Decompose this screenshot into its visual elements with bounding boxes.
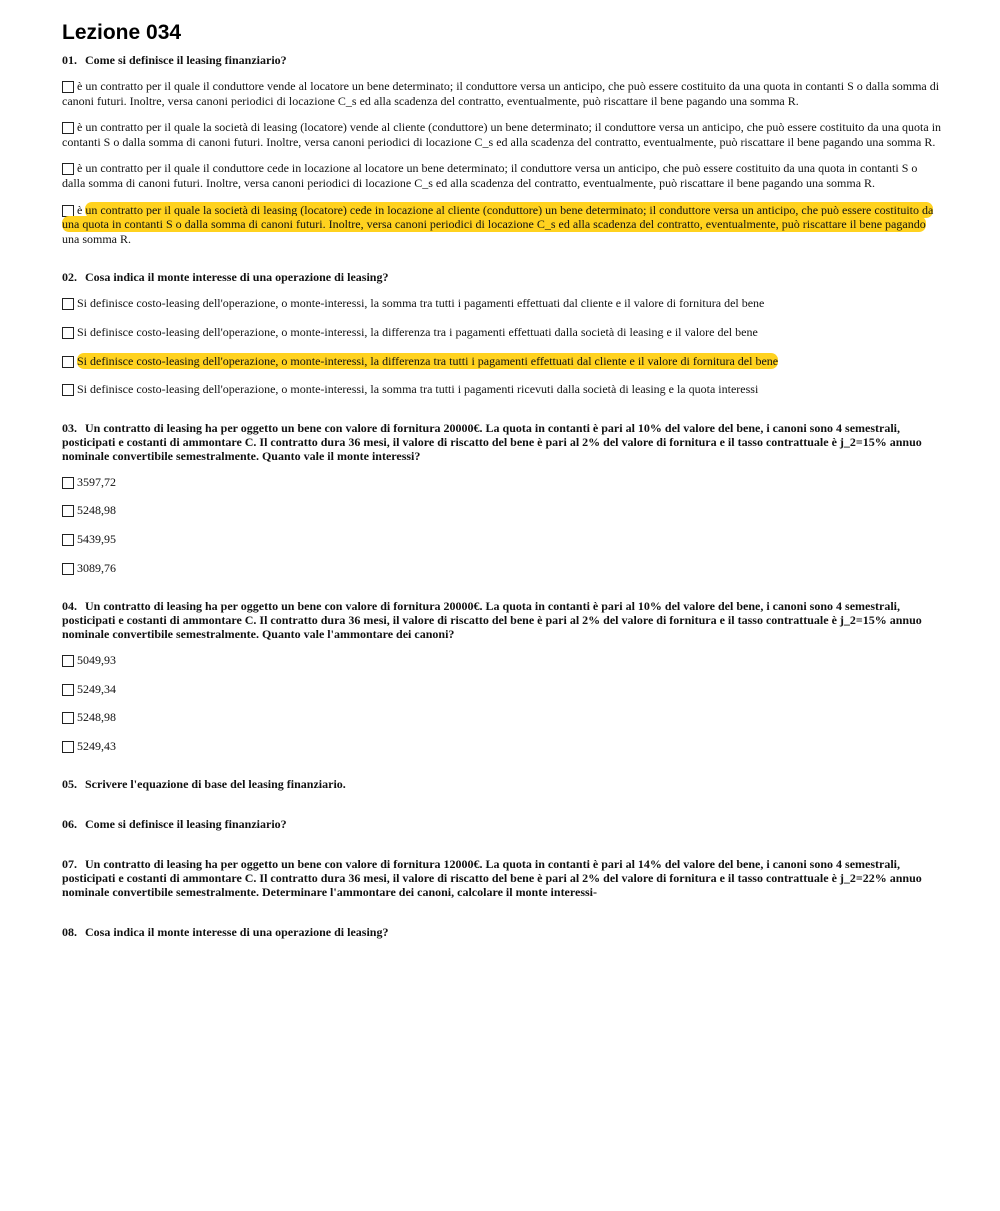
- checkbox-icon[interactable]: [62, 205, 74, 217]
- checkbox-icon[interactable]: [62, 356, 74, 368]
- answer-text: 5248,98: [77, 503, 116, 518]
- checkbox-icon[interactable]: [62, 684, 74, 696]
- checkbox-icon[interactable]: [62, 477, 74, 489]
- answer-option: [62, 739, 942, 754]
- answer-option: [62, 503, 942, 518]
- checkbox-icon[interactable]: [62, 563, 74, 575]
- answer-option-highlighted: [62, 354, 942, 369]
- question-03: [62, 421, 942, 463]
- question-text: Cosa indica il monte interesse di una operazione di leasing?: [85, 925, 389, 940]
- question-08: [62, 925, 942, 939]
- question-text: Un contratto di leasing ha per oggetto un bene con valore di fornitura 20000€. La quota in contanti è pari al 10% del valore del bene, i canoni sono 4 semestrali, posticipati e costanti di ammontare C. Il contratto dura 36 mesi, il valore di riscatto del bene è pari al 2% del valore di fornitura e il tasso contrattuale è j_2=15% annuo nominale convertibile semestralmente. Quanto vale l'ammontare dei canoni?: [62, 599, 922, 642]
- answer-option: [62, 653, 942, 668]
- question-02: [62, 270, 942, 284]
- answer-text: Si definisce costo-leasing dell'operazione, o monte-interessi, la differenza tra i pagamenti effettuati dalla società di leasing e il valore del bene: [77, 324, 758, 339]
- answer-option: [62, 296, 942, 311]
- answer-text: è un contratto per il quale il conduttore cede in locazione al locatore un bene determinato; il conduttore versa un anticipo, che può essere costituito da una quota in contanti S o dalla somma di canoni futuri. Inoltre, versa canoni periodici di locazione C_s ed alla scadenza del contratto, eventualmente, può riscattare il bene pagando una somma R.: [62, 161, 918, 190]
- answer-option: [62, 710, 942, 725]
- question-number: 04.: [62, 599, 77, 614]
- checkbox-icon[interactable]: [62, 81, 74, 93]
- question-number: 03.: [62, 420, 77, 435]
- answer-text: è un contratto per il quale la società di leasing (locatore) vende al cliente (conduttore) un bene determinato; il conduttore versa un anticipo, che può essere costituito da una quota in contanti S o dalla somma di canoni futuri. Inoltre, versa canoni periodici di locazione C_s ed alla scadenza del contratto, eventualmente, può riscattare il bene pagando una somma R.: [62, 120, 942, 149]
- checkbox-icon[interactable]: [62, 741, 74, 753]
- question-block-04: [62, 599, 942, 753]
- answer-text: 3089,76: [77, 560, 116, 575]
- answer-text: 5049,93: [77, 653, 116, 668]
- question-07: [62, 857, 942, 899]
- checkbox-icon[interactable]: [62, 327, 74, 339]
- answer-text: 5249,34: [77, 681, 116, 696]
- question-text: Come si definisce il leasing finanziario?: [85, 817, 287, 832]
- checkbox-icon[interactable]: [62, 655, 74, 667]
- highlighted-text: Si definisce costo-leasing dell'operazione, o monte-interessi, la differenza tra tutti i pagamenti effettuati dal cliente e il valore di fornitura del bene: [77, 353, 779, 368]
- question-number: 06.: [62, 817, 77, 832]
- question-text: Un contratto di leasing ha per oggetto un bene con valore di fornitura 12000€. La quota in contanti è pari al 14% del valore del bene, i canoni sono 4 semestrali, posticipati e costanti di ammontare C. Il contratto dura 36 mesi, il valore di riscatto del bene è pari al 2% del valore di fornitura e il tasso contrattuale è j_2=22% annuo nominale convertibile semestralmente. Determinare l'ammontare dei canoni, calcolare il monte interessi-: [62, 857, 922, 900]
- answer-option: [62, 475, 942, 490]
- question-number: 02.: [62, 270, 77, 285]
- answer-text: 5248,98: [77, 710, 116, 725]
- question-number: 01.: [62, 53, 77, 67]
- question-block-05: [62, 777, 942, 791]
- answer-option: [62, 561, 942, 576]
- question-block-01: [62, 53, 942, 246]
- checkbox-icon[interactable]: [62, 534, 74, 546]
- question-block-06: [62, 817, 942, 831]
- answer-option: [62, 382, 942, 397]
- question-04: [62, 599, 942, 641]
- question-text: Un contratto di leasing ha per oggetto un bene con valore di fornitura 20000€. La quota in contanti è pari al 10% del valore del bene, i canoni sono 4 semestrali, posticipati e costanti di ammontare C. Il contratto dura 36 mesi, il valore di riscatto del bene è pari al 2% del valore di fornitura e il tasso contrattuale è j_2=15% annuo nominale convertibile semestralmente. Quanto vale il monte interessi?: [62, 420, 922, 463]
- question-block-08: [62, 925, 942, 939]
- question-text: Come si definisce il leasing finanziario?: [85, 53, 287, 67]
- page-title: Lezione 034: [62, 21, 182, 44]
- question-number: 05.: [62, 777, 77, 792]
- answer-option: [62, 120, 942, 149]
- checkbox-icon[interactable]: [62, 712, 74, 724]
- question-number: 08.: [62, 925, 77, 940]
- checkbox-icon[interactable]: [62, 384, 74, 396]
- answer-text: è un contratto per il quale il conduttore vende al locatore un bene determinato; il conduttore versa un anticipo, che può essere costituito da una quota in contanti S o dalla somma di canoni futuri. Inoltre, versa canoni periodici di locazione C_s ed alla scadenza del contratto, eventualmente, può riscattare il bene pagando una somma R.: [62, 79, 940, 108]
- question-block-03: [62, 421, 942, 575]
- answer-option: [62, 325, 942, 340]
- question-number: 07.: [62, 857, 77, 872]
- question-text: Cosa indica il monte interesse di una operazione di leasing?: [85, 270, 389, 285]
- question-text: Scrivere l'equazione di base del leasing finanziario.: [85, 777, 346, 792]
- question-06: [62, 817, 942, 831]
- answer-text: Si definisce costo-leasing dell'operazione, o monte-interessi, la somma tra tutti i pagamenti effettuati dal cliente e il valore di fornitura del bene: [77, 296, 765, 311]
- question-block-07: [62, 857, 942, 899]
- answer-option: [62, 161, 942, 190]
- checkbox-icon[interactable]: [62, 122, 74, 134]
- answer-text: 5439,95: [77, 531, 116, 546]
- answer-option: [62, 79, 942, 108]
- answer-option-highlighted: [62, 203, 942, 247]
- answer-text: 3597,72: [77, 474, 116, 489]
- question-01: [62, 53, 942, 67]
- checkbox-icon[interactable]: [62, 163, 74, 175]
- answer-prefix: è: [77, 202, 86, 217]
- document-page: [62, 20, 942, 955]
- answer-text: una somma R.: [62, 231, 131, 246]
- answer-text: 5249,43: [77, 738, 116, 753]
- answer-option: [62, 532, 942, 547]
- highlighted-text: un contratto per il quale la società di leasing (locatore) cede in locazione al cliente (conduttore) un bene determinato; il conduttore versa un anticipo, che può essere costituito da una quota in contanti S o dalla somma di canoni futuri. Inoltre, versa canoni periodici di locazione C_s ed alla scadenza del contratto, eventualmente, può riscattare il bene pagando: [62, 202, 934, 232]
- answer-option: [62, 682, 942, 697]
- checkbox-icon[interactable]: [62, 298, 74, 310]
- answer-text: Si definisce costo-leasing dell'operazione, o monte-interessi, la somma tra tutti i pagamenti ricevuti dalla società di leasing e la quota interessi: [77, 382, 759, 397]
- question-block-02: [62, 270, 942, 396]
- checkbox-icon[interactable]: [62, 505, 74, 517]
- question-05: [62, 777, 942, 791]
